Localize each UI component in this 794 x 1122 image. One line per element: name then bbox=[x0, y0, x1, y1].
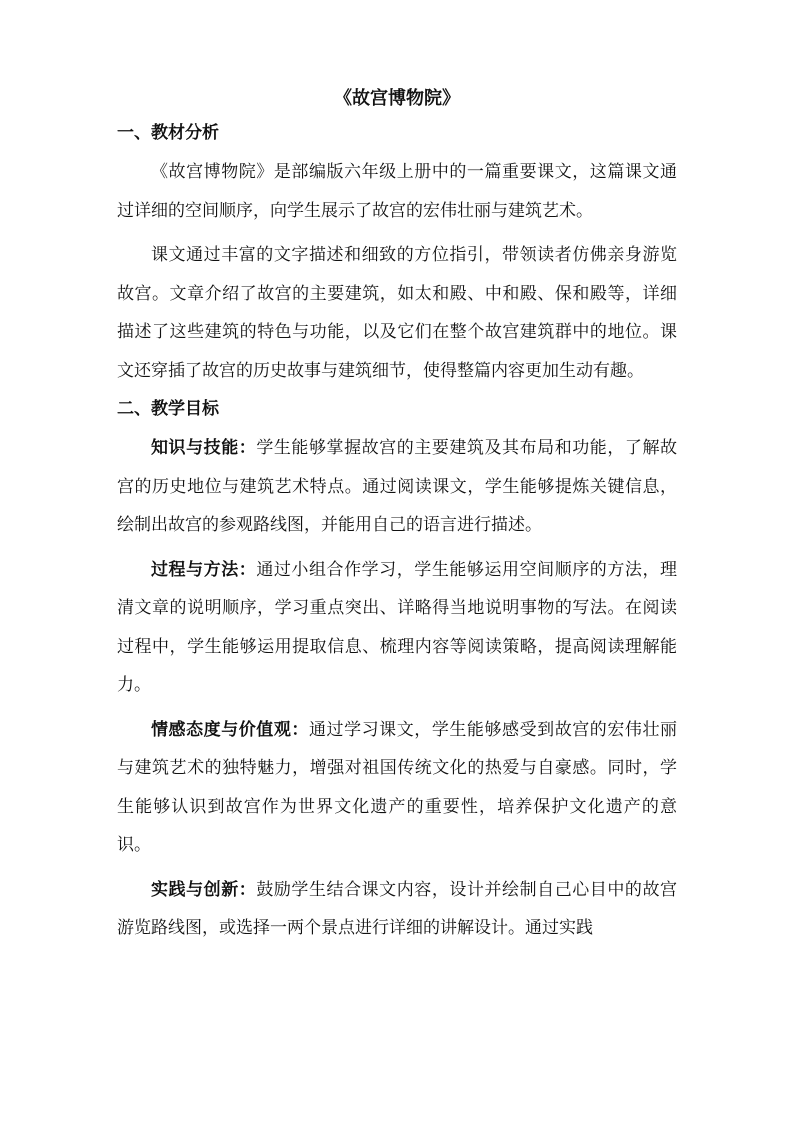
goal-label: 情感态度与价值观： bbox=[151, 719, 309, 740]
goal-practice-innovation bbox=[117, 871, 677, 948]
section-heading-textbook-analysis: 一、教材分析 bbox=[117, 123, 219, 143]
goal-label: 知识与技能： bbox=[151, 438, 257, 458]
paragraph-content-summary: 课文通过丰富的文字描述和细致的方位指引，带领读者仿佛亲身游览故宫。文章介绍了故宫的主要建筑，如太和殿、中和殿、保和殿等，详细描述了这些建筑的特色与功能，以及它们在整个故宫建筑群中的地位。课文还穿插了故宫的历史故事与建筑细节，使得整篇内容更加生动有趣。 bbox=[117, 245, 677, 381]
document-title: 《故宫博物院》 bbox=[334, 88, 460, 109]
goal-knowledge-skills bbox=[117, 429, 677, 545]
goal-text: 学生能够掌握故宫的主要建筑及其布局和功能，了解故宫的历史地位与建筑艺术特点。通过阅读课文，学生能够提炼关键信息，绘制出故宫的参观路线图，并能用自己的语言进行描述。 bbox=[117, 438, 678, 535]
section-heading-teaching-goals: 二、教学目标 bbox=[117, 399, 219, 419]
goal-process-method bbox=[117, 551, 677, 705]
goal-text: 通过小组合作学习，学生能够运用空间顺序的方法，理清文章的说明顺序，学习重点突出、详略得当地说明事物的写法。在阅读过程中，学生能够运用提取信息、梳理内容等阅读策略，提高阅读理解能力。 bbox=[117, 559, 678, 695]
goal-text: 鼓励学生结合课文内容，设计并绘制自己心目中的故宫游览路线图，或选择一两个景点进行详细的讲解设计。通过实践 bbox=[117, 879, 678, 938]
goal-text: 通过学习课文，学生能够感受到故宫的宏伟壮丽与建筑艺术的独特魅力，增强对祖国传统文化的热爱与自豪感。同时，学生能够认识到故宫作为世界文化遗产的重要性，培养保护文化遗产的意识。 bbox=[117, 719, 678, 855]
paragraph-intro: 《故宫博物院》是部编版六年级上册中的一篇重要课文，这篇课文通过详细的空间顺序，向学生展示了故宫的宏伟壮丽与建筑艺术。 bbox=[117, 162, 677, 221]
goal-label: 过程与方法： bbox=[151, 559, 257, 580]
goal-label: 实践与创新： bbox=[151, 879, 257, 900]
goal-emotion-values bbox=[117, 711, 677, 865]
document-page bbox=[117, 86, 677, 954]
